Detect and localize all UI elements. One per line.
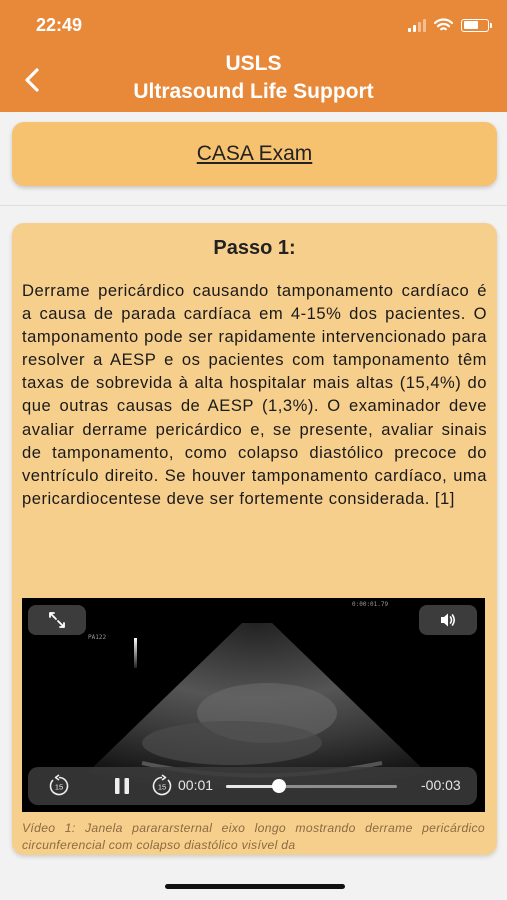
step-body-text: Derrame pericárdico causando tamponamento cardíaco é a causa de parada cardíaca em 4-15% dos pacientes. O tamponamento pode ser rapidamente intervencionado para resolver a AESP e os pacientes com tamponamento têm taxas de sobrevida à alta hospitalar mais altas (15,4%) do que outras causas de AESP (1,3%). O examinador deve avaliar derrame pericárdico e, se presente, avaliar sinais de tamponamento, como colapso diastólico precoce do ventrículo direito. Se houver tamponamento cardíaco, uma pericardiocentese deve ser fortemente considerada. [1]	[22, 281, 487, 508]
elapsed-time: 00:01	[178, 777, 214, 793]
ultrasound-video-player[interactable]	[22, 598, 485, 812]
home-indicator	[165, 884, 345, 889]
app-header	[0, 0, 507, 112]
progress-scrubber[interactable]	[272, 779, 286, 793]
step-title: Passo 1:	[213, 237, 296, 259]
video-caption: Vídeo 1: Janela parararsternal eixo longo mostrando derrame pericárdico circunferencial com colapso diastólico visível da	[22, 821, 485, 852]
cellular-signal-icon	[408, 19, 426, 32]
grayscale-bar	[134, 638, 137, 668]
volume-button[interactable]	[419, 605, 477, 635]
skip-back-15-icon	[47, 774, 71, 798]
expand-icon	[48, 611, 66, 629]
skip-forward-button[interactable]	[147, 767, 177, 805]
fullscreen-button[interactable]	[28, 605, 86, 635]
skip-forward-15-icon	[150, 774, 174, 798]
progress-track[interactable]	[226, 785, 397, 788]
casa-exam-card[interactable]	[12, 122, 497, 186]
overlay-time: 0:00:01.79	[352, 601, 389, 608]
pause-button[interactable]	[107, 767, 137, 805]
header-subtitle: Ultrasound Life Support	[133, 80, 374, 103]
divider	[0, 205, 507, 206]
step-card	[12, 223, 497, 855]
skip-forward-label: 15	[157, 782, 167, 792]
speaker-icon	[439, 612, 457, 628]
wifi-icon	[434, 18, 453, 32]
status-time: 22:49	[36, 15, 83, 35]
casa-exam-link[interactable]: CASA Exam	[196, 142, 313, 165]
remaining-time: -00:03	[421, 777, 461, 793]
overlay-label: PA122	[88, 634, 107, 641]
skip-back-button[interactable]	[44, 767, 74, 805]
status-icons	[408, 18, 489, 32]
pause-icon	[114, 777, 130, 795]
video-controls	[28, 767, 477, 805]
skip-back-label: 15	[54, 782, 64, 792]
battery-icon	[461, 19, 489, 32]
header-title: USLS	[225, 52, 282, 75]
